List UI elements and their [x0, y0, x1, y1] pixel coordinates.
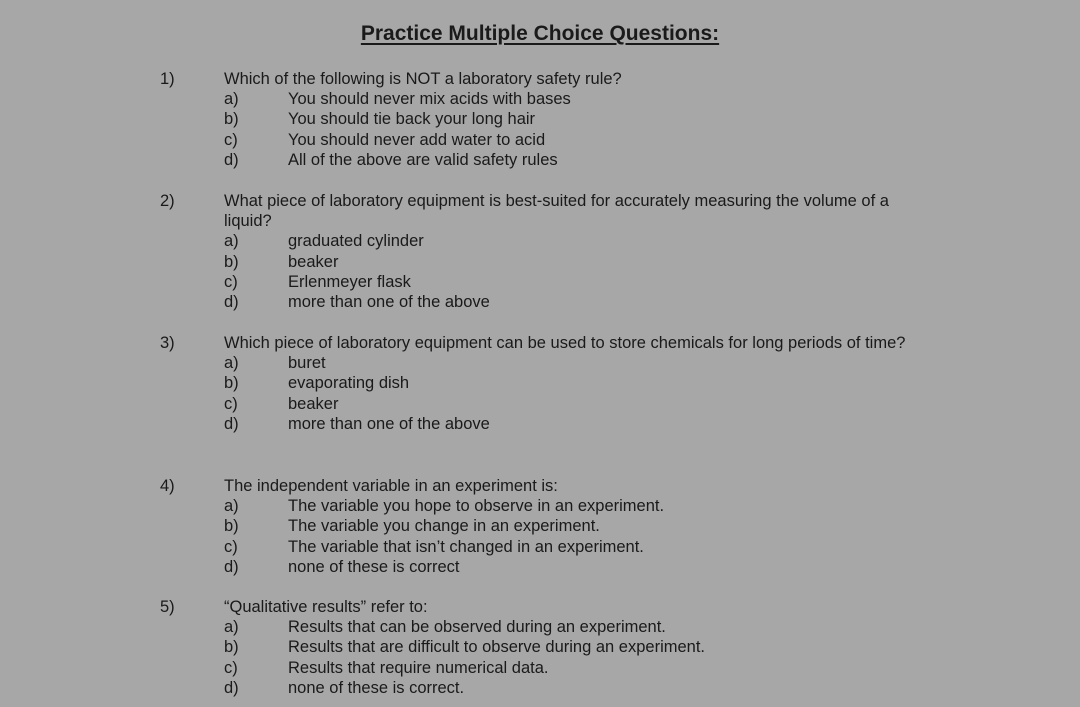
option-text: You should tie back your long hair [288, 110, 536, 129]
question-text: What piece of laboratory equipment is best-suited for accurately measuring the volume of a liquid? [224, 192, 889, 231]
question-number: 1) [160, 70, 175, 88]
option-text: You should never mix acids with bases [288, 90, 571, 109]
option-text: beaker [288, 252, 339, 271]
option-letter: d) [224, 414, 239, 433]
option-letter: b) [224, 517, 239, 536]
question-text: Which piece of laboratory equipment can be used to store chemicals for long periods of time? [224, 334, 906, 352]
option-b [224, 252, 1080, 272]
question-number: 4) [160, 477, 175, 495]
option-a [224, 89, 1080, 109]
option-letter: d) [224, 678, 239, 697]
option-b [224, 109, 1080, 129]
option-a [224, 353, 1080, 373]
option-d [224, 414, 1080, 434]
option-text: graduated cylinder [288, 232, 424, 251]
option-text: All of the above are valid safety rules [288, 150, 558, 169]
option-letter: c) [224, 537, 238, 556]
option-letter: b) [224, 374, 239, 393]
option-a [224, 496, 1080, 516]
option-text: beaker [288, 394, 339, 413]
option-b [224, 637, 1080, 657]
option-text: The variable you hope to observe in an experiment. [288, 497, 665, 516]
option-letter: a) [224, 618, 239, 637]
question-5 [0, 597, 1080, 698]
option-text: more than one of the above [288, 414, 490, 433]
option-text: buret [288, 354, 326, 373]
option-d [224, 678, 1080, 698]
option-letter: d) [224, 292, 239, 311]
option-letter: c) [224, 130, 238, 149]
option-text: You should never add water to acid [288, 130, 546, 149]
option-letter: a) [224, 497, 239, 516]
option-c [224, 394, 1080, 414]
question-3 [0, 333, 1080, 434]
option-c [224, 537, 1080, 557]
option-c [224, 272, 1080, 292]
option-letter: b) [224, 252, 239, 271]
option-letter: a) [224, 232, 239, 251]
option-letter: c) [224, 394, 238, 413]
option-d [224, 557, 1080, 577]
question-1 [0, 69, 1080, 170]
option-c [224, 130, 1080, 150]
option-letter: b) [224, 638, 239, 657]
option-text: Results that are difficult to observe during an experiment. [288, 638, 706, 657]
option-text: Erlenmeyer flask [288, 272, 411, 291]
option-letter: a) [224, 90, 239, 109]
option-letter: b) [224, 110, 239, 129]
option-b [224, 373, 1080, 393]
option-letter: c) [224, 272, 238, 291]
question-text: The independent variable in an experiment is: [224, 477, 558, 495]
option-c [224, 658, 1080, 678]
question-text: “Qualitative results” refer to: [224, 598, 428, 616]
option-a [224, 231, 1080, 251]
option-text: none of these is correct [288, 557, 460, 576]
option-text: Results that require numerical data. [288, 658, 549, 677]
question-number: 2) [160, 192, 175, 210]
option-text: The variable that isn’t changed in an experiment. [288, 537, 644, 556]
option-text: evaporating dish [288, 374, 410, 393]
question-text: Which of the following is NOT a laboratory safety rule? [224, 70, 622, 88]
option-a [224, 617, 1080, 637]
option-d [224, 150, 1080, 170]
page-title: Practice Multiple Choice Questions: [360, 22, 720, 45]
option-letter: a) [224, 354, 239, 373]
option-text: Results that can be observed during an experiment. [288, 618, 666, 637]
question-2 [0, 191, 1080, 312]
option-d [224, 292, 1080, 312]
question-number: 5) [160, 598, 175, 616]
option-letter: c) [224, 658, 238, 677]
option-text: The variable you change in an experiment. [288, 517, 600, 536]
option-letter: d) [224, 557, 239, 576]
option-text: more than one of the above [288, 292, 490, 311]
option-letter: d) [224, 150, 239, 169]
option-b [224, 516, 1080, 536]
question-4 [0, 476, 1080, 577]
option-text: none of these is correct. [288, 678, 465, 697]
question-number: 3) [160, 334, 175, 352]
